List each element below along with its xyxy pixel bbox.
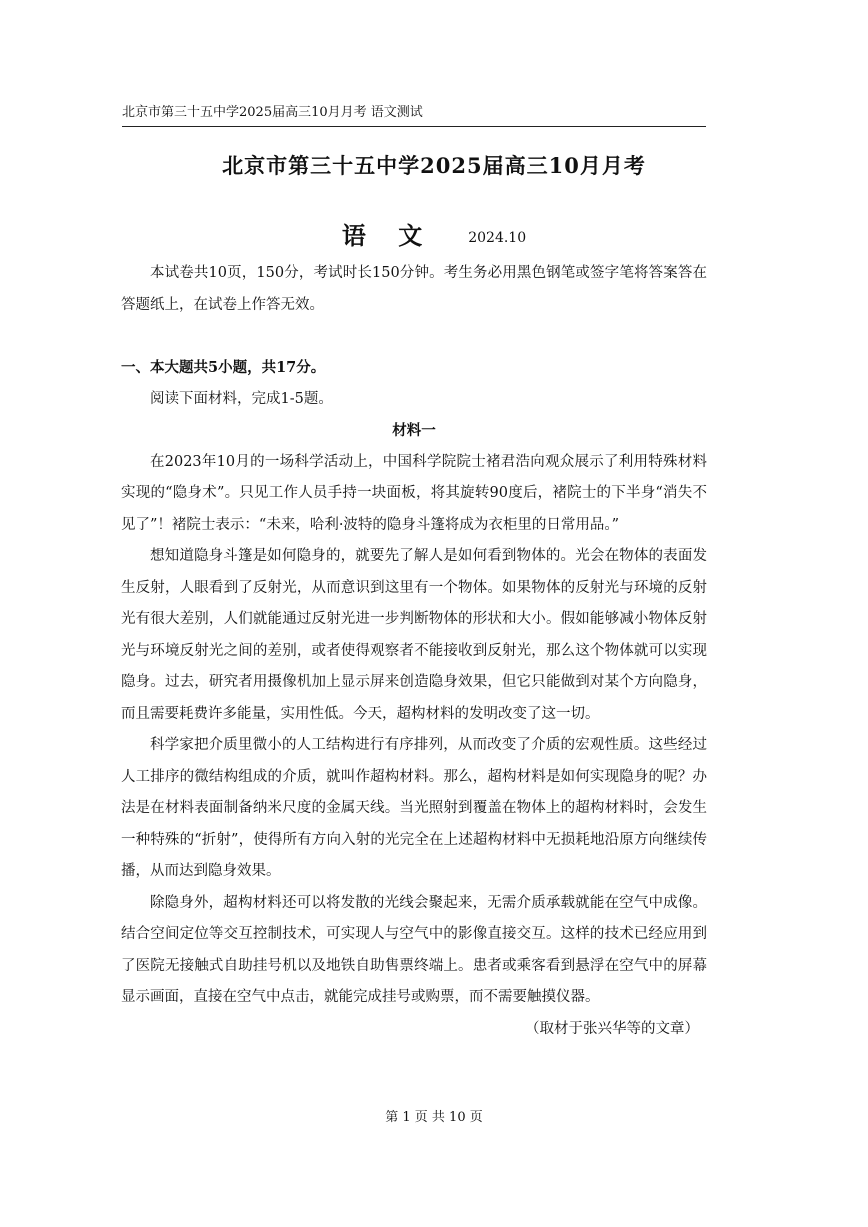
material-paragraph-4: 除隐身外，超构材料还可以将发散的光线会聚起来，无需介质承载就能在空气中成像。结合空间定位等交互控制技术，可实现人与空气中的影像直接交互。这样的技术已经应用到了医院无接触式自助挂号机以及地铁自助售票终端上。患者或乘客看到悬浮在空气中的屏幕显示画面，直接在空气中点击，就能完成挂号或购票，而不需要触摸仪器。 <box>121 894 707 1005</box>
material-paragraph-3: 科学家把介质里微小的人工结构进行有序排列，从而改变了介质的宏观性质。这些经过人工排序的微结构组成的介质，就叫作超构材料。那么，超构材料是如何实现隐身的呢？办法是在材料表面制备纳米尺度的金属天线。当光照射到覆盖在物体上的超构材料时，会发生一种特殊的“折射”，使得所有方向入射的光完全在上述超构材料中无损耗地沿原方向继续传播，从而达到隐身效果。 <box>121 737 707 879</box>
source-note: （取材于张兴华等的文章） <box>525 1020 699 1037</box>
subject-line <box>0 216 868 251</box>
exam-instructions: 本试卷共10页，150分，考试时长150分钟。考生务必用黑色钢笔或签字笔将答案答在答题纸上，在试卷上作答无效。 <box>121 265 707 313</box>
material-paragraph-1: 在2023年10月的一场科学活动上，中国科学院院士褚君浩向观众展示了利用特殊材料实现的“隐身术”。只见工作人员手持一块面板，将其旋转90度后，褚院士的下半身“消失不见了”！褚院士表示：“未来，哈利·波特的隐身斗篷将成为衣柜里的日常用品。” <box>121 453 707 533</box>
running-header: 北京市第三十五中学2025届高三10月月考 语文测试 <box>122 104 706 127</box>
material-title: 材料一 <box>392 422 436 439</box>
page-footer: 第 1 页 共 10 页 <box>385 1110 483 1125</box>
section-heading: 一、本大题共5小题，共17分。 <box>121 359 326 376</box>
exam-date: 2024.10 <box>468 229 527 246</box>
subject-name: 语 文 <box>341 221 435 250</box>
material-paragraph-2: 想知道隐身斗篷是如何隐身的，就要先了解人是如何看到物体的。光会在物体的表面发生反射，人眼看到了反射光，从而意识到这里有一个物体。如果物体的反射光与环境的反射光有很大差别，人们就能通过反射光进一步判断物体的形状和大小。假如能够减小物体反射光与环境反射光之间的差别，或者使得观察者不能接收到反射光，那么这个物体就可以实现隐身。过去，研究者用摄像机加上显示屏来创造隐身效果，但它只能做到对某个方向隐身，而且需要耗费许多能量，实用性低。今天，超构材料的发明改变了这一切。 <box>121 548 707 722</box>
content-body <box>121 258 707 1045</box>
document-title: 北京市第三十五中学2025届高三10月月考 <box>222 153 646 178</box>
reading-directive: 阅读下面材料，完成1-5题。 <box>150 390 333 407</box>
